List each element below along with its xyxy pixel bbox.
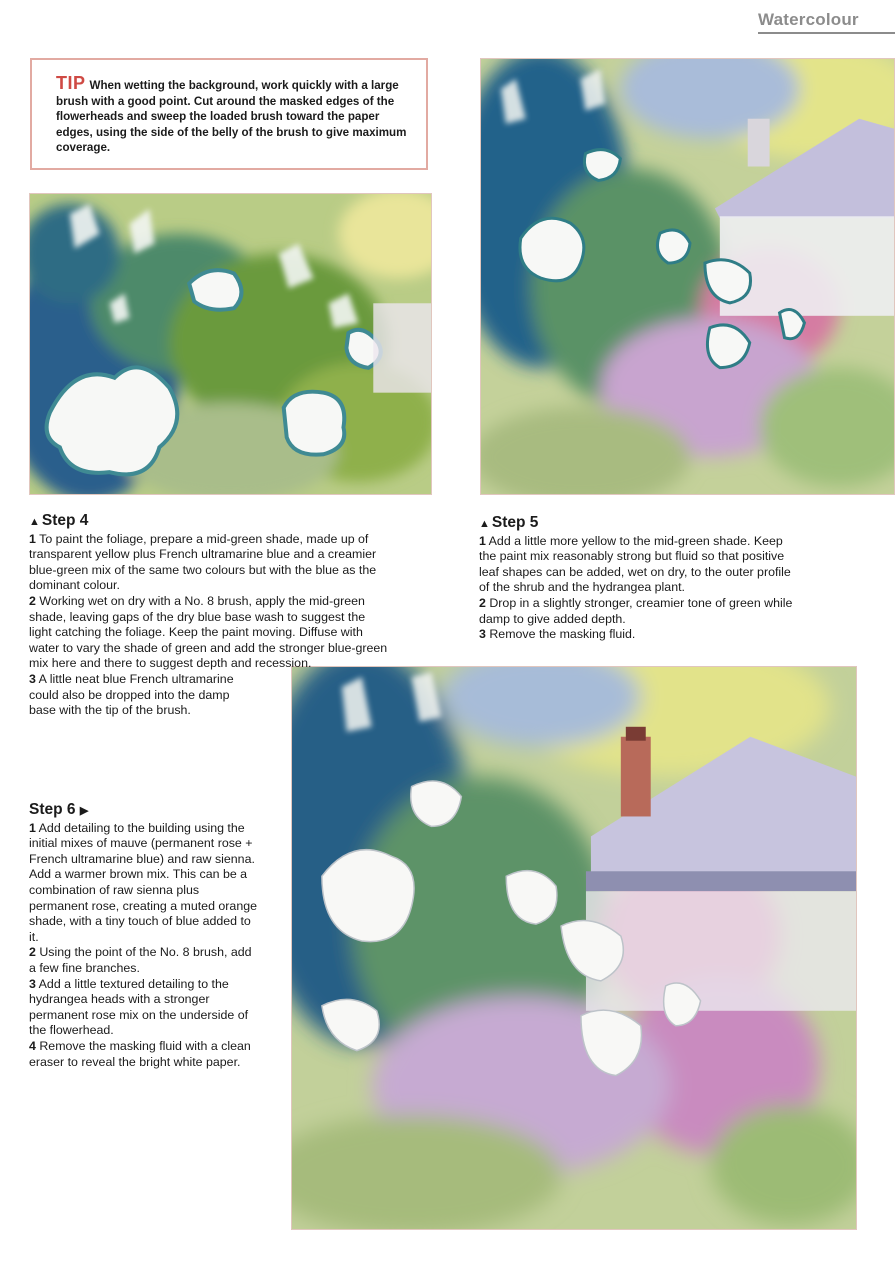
section-rule bbox=[758, 32, 895, 34]
step6-item-3 bbox=[29, 977, 261, 1039]
step4-heading bbox=[29, 513, 389, 531]
step6-item-4-num: 4 bbox=[29, 1038, 36, 1053]
step6-title: Step 6 bbox=[29, 801, 76, 818]
up-triangle-icon: ▲ bbox=[479, 518, 490, 530]
step4-item-2-text: Working wet on dry with a No. 8 brush, apply the mid-green shade, leaving gaps of the dry blue base wash to suggest the light catching the foliage. Keep the paint moving. Diffuse with water to vary the shade of green and add the stronger blue-green mix here and there to suggest depth and recession. bbox=[29, 593, 388, 671]
tip-box bbox=[30, 58, 428, 170]
step6-item-2 bbox=[29, 945, 261, 976]
step6-item-2-num: 2 bbox=[29, 945, 36, 960]
step4-painting bbox=[29, 193, 432, 495]
step6-item-4-text: Remove the masking fluid with a clean eraser to reveal the bright white paper. bbox=[29, 1038, 251, 1069]
right-triangle-icon: ▶ bbox=[79, 805, 89, 817]
step5-item-2 bbox=[479, 596, 799, 627]
step4-item-2-num: 2 bbox=[29, 593, 36, 608]
step5-item-3-num: 3 bbox=[479, 627, 486, 642]
tip-text: When wetting the background, work quickly with a large brush with a good point. Cut around the masked edges of the flowerheads and sweep the loaded brush toward the paper edges, using the side of the belly of the brush to give maximum coverage. bbox=[56, 79, 407, 155]
step5-item-1 bbox=[479, 534, 799, 596]
step6-painting bbox=[291, 666, 857, 1230]
step6-item-3-text: Add a little textured detailing to the hydrangea heads with a stronger permanent rose mix on the underside of the flowerhead. bbox=[29, 976, 249, 1038]
step5-heading bbox=[479, 515, 799, 533]
step4-title: Step 4 bbox=[41, 512, 89, 529]
up-triangle-icon: ▲ bbox=[29, 516, 40, 528]
step5-item-1-text: Add a little more yellow to the mid-green shade. Keep the paint mix reasonably strong but fluid so that positive leaf shapes can be added, wet on dry, to the outer profile of the shrub and the hydrangea plant. bbox=[479, 533, 791, 595]
step4-item-1-text: To paint the foliage, prepare a mid-green shade, made up of transparent yellow plus French ultramarine blue and a creamier blue-green mix of the same two colours but with the blue as the dominant colour. bbox=[29, 531, 377, 593]
step4-item-3 bbox=[29, 672, 259, 719]
step4-item-3-text: A little neat blue French ultramarine could also be dropped into the damp base with the tip of the brush. bbox=[29, 671, 234, 718]
step5-text bbox=[479, 515, 799, 643]
step5-item-2-text: Drop in a slightly stronger, creamier tone of green while damp to give added depth. bbox=[479, 595, 793, 626]
step6-item-3-num: 3 bbox=[29, 976, 36, 991]
step6-item-2-text: Using the point of the No. 8 brush, add a few fine branches. bbox=[29, 945, 252, 975]
step4-text bbox=[29, 513, 389, 719]
step5-item-1-num: 1 bbox=[479, 533, 486, 548]
step6-item-1-text: Add detailing to the building using the initial mixes of mauve (permanent rose + French ultramarine blue) and raw sienna. Add a warmer brown mix. This can be a combination of raw sienna plus permanent rose, creating a muted orange shade, with a tiny touch of blue added to it. bbox=[29, 820, 257, 944]
step6-heading bbox=[29, 802, 261, 820]
step5-title: Step 5 bbox=[491, 514, 539, 531]
step6-item-1-num: 1 bbox=[29, 820, 36, 835]
step4-item-1 bbox=[29, 532, 389, 594]
tip-label: TIP bbox=[56, 73, 86, 93]
step5-item-3-text: Remove the masking fluid. bbox=[489, 627, 636, 642]
step4-item-1-num: 1 bbox=[29, 531, 36, 546]
section-label: Watercolour bbox=[758, 10, 859, 29]
step4-item-2 bbox=[29, 594, 389, 672]
step5-item-2-num: 2 bbox=[479, 595, 486, 610]
step6-text bbox=[29, 802, 261, 1070]
step4-item-3-num: 3 bbox=[29, 671, 36, 686]
step5-item-3 bbox=[479, 627, 799, 643]
step6-item-4 bbox=[29, 1039, 261, 1070]
step6-item-1 bbox=[29, 821, 261, 946]
step5-painting bbox=[480, 58, 895, 495]
